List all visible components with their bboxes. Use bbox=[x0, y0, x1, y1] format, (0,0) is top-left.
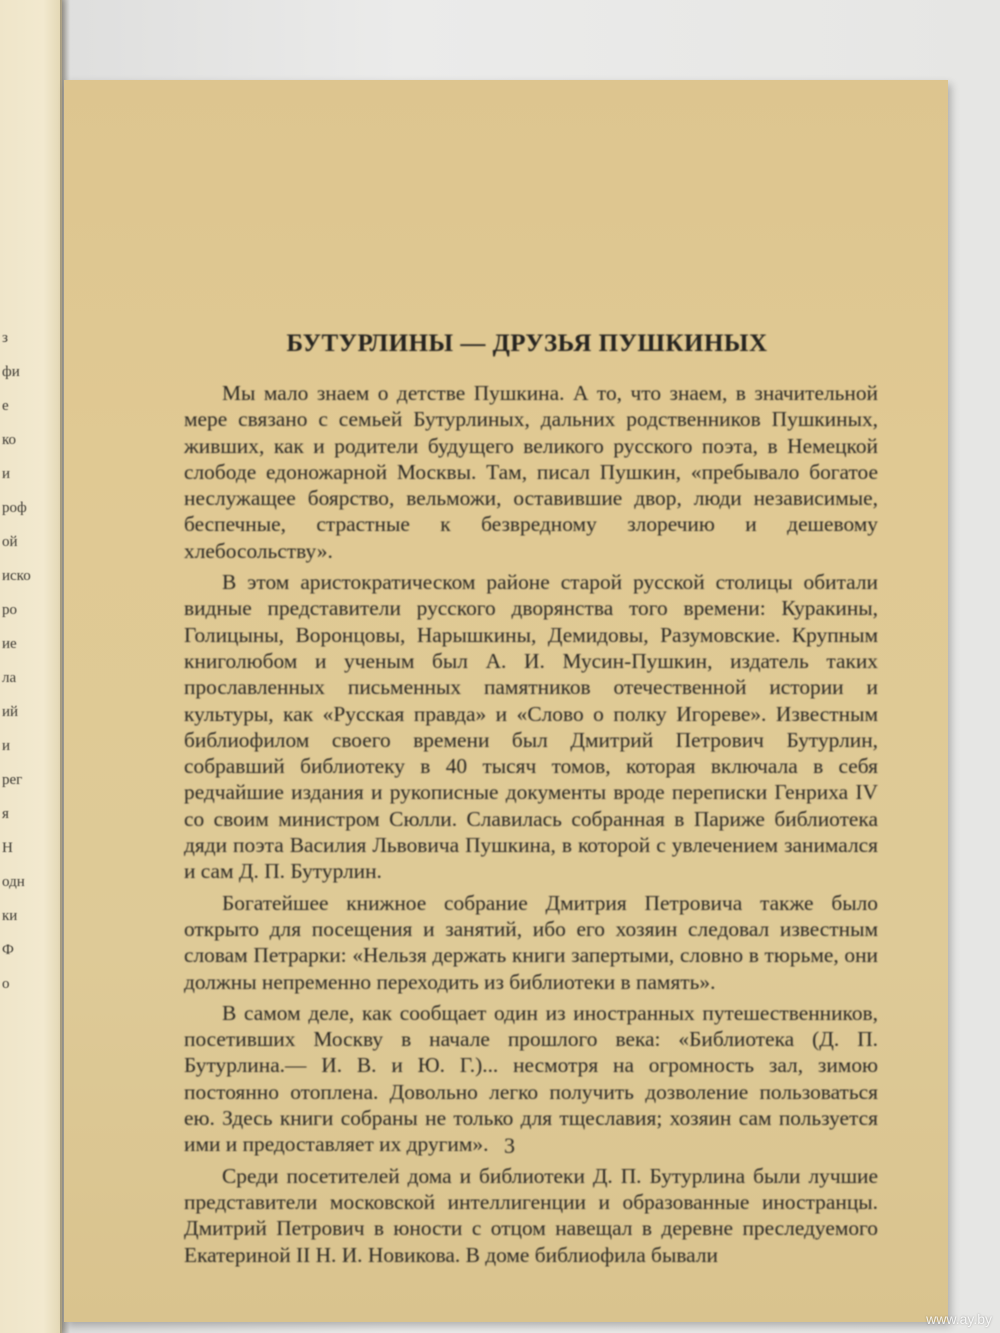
left-page-fragment: рег bbox=[2, 772, 23, 788]
site-watermark: www.ay.by bbox=[926, 1311, 992, 1327]
left-page-fragment: е bbox=[2, 398, 9, 414]
paragraph-5: Среди посетителей дома и библиотеки Д. П. Бутурлина были лучшие представители московской интеллигенции и образованные иностранцы. Дмитрий Петрович в юности с отцом навещал в деревне преследуемого Екатериной II Н. И. Новикова. В доме библиофила бывали bbox=[184, 1163, 878, 1267]
paragraph-4: В самом деле, как сообщает один из иностранных путешественников, посетивших Москву в начале прошлого века: «Библиотека (Д. П. Бутурлина.— И. В. и Ю. Г.)... несмотря на огромность зал, зимою постоянно отоплена. Довольно легко получить дозволение пользоваться ею. Здесь книги собраны не только для тщеславия; хозяин сам пользуется ими и предоставляет их другим». bbox=[184, 1000, 878, 1157]
page-number: 3 bbox=[504, 1133, 515, 1158]
left-page-fragment: о bbox=[2, 976, 10, 992]
paragraph-3: Богатейшее книжное собрание Дмитрия Петровича также было открыто для посещения и занятий, ибо его хозяин следовал известным словам Петрарки: «Нельзя держать книги запертыми, словно в тюрьме, они должны непременно переходить из библиотеки в память». bbox=[184, 890, 878, 994]
book-page bbox=[64, 80, 948, 1322]
left-page-fragment: фи bbox=[2, 364, 20, 380]
left-page-fragment: ки bbox=[2, 908, 18, 924]
left-page-fragment: ие bbox=[2, 636, 17, 652]
chapter-title: БУТУРЛИНЫ — ДРУЗЬЯ ПУШКИНЫХ bbox=[286, 330, 768, 357]
left-page-fragment: и bbox=[2, 466, 11, 482]
left-page-fragment: ий bbox=[2, 704, 19, 720]
paragraph-1: Мы мало знаем о детстве Пушкина. А то, что знаем, в значительной мере связано с семьей Бутурлиных, дальних родственников Пушкиных, живших, как и родители будущего великого русского поэта, в Немецкой слободе едоножарной Москвы. Там, писал Пушкин, «пребывало богатое неслужащее боярство, вельможи, оставившие двор, люди независимые, беспечные, страстные к безвредному злоречию и дешевому хлебосольству». bbox=[184, 381, 878, 563]
left-page-fragment: ко bbox=[2, 432, 17, 448]
left-page-fragment: иско bbox=[2, 568, 31, 584]
paragraph-2: В этом аристократическом районе старой русской столицы обитали видные представители русского дворянства того времени: Куракины, Голицыны, Воронцовы, Нарышкины, Демидовы, Разумовские. Крупным книголюбом и ученым был А. И. Мусин-Пушкин, издатель таких прославленных письменных памятников отечественной истории и культуры, как «Русская правда» и «Слово о полку Игореве». Известным библиофилом своего времени был Дмитрий Петрович Бутурлин, собравший библиотеку в 40 тысяч томов, которая включала в себя редчайшие издания и рукописные документы вроде переписки Генриха IV со своим министром Сюлли. Славилась собранная в Париже библиотека дяди поэта Василия Львовича Пушкина, в которой с увлечением занимался и сам Д. П. Бутурлин. bbox=[184, 570, 878, 884]
page-text bbox=[184, 330, 878, 1273]
left-page-fragment: Н bbox=[2, 840, 13, 856]
previous-page-edge bbox=[0, 0, 62, 1333]
left-page-fragment: и bbox=[2, 738, 11, 754]
left-page-fragment: Ф bbox=[2, 942, 14, 958]
left-page-fragment: одн bbox=[2, 874, 25, 890]
left-page-fragment: ла bbox=[2, 670, 17, 686]
left-page-fragment: я bbox=[2, 806, 9, 822]
left-page-fragment: ой bbox=[2, 534, 18, 550]
left-page-fragment: ро bbox=[2, 602, 17, 618]
left-page-fragment: роф bbox=[2, 500, 27, 516]
left-page-fragment: з bbox=[2, 330, 8, 346]
